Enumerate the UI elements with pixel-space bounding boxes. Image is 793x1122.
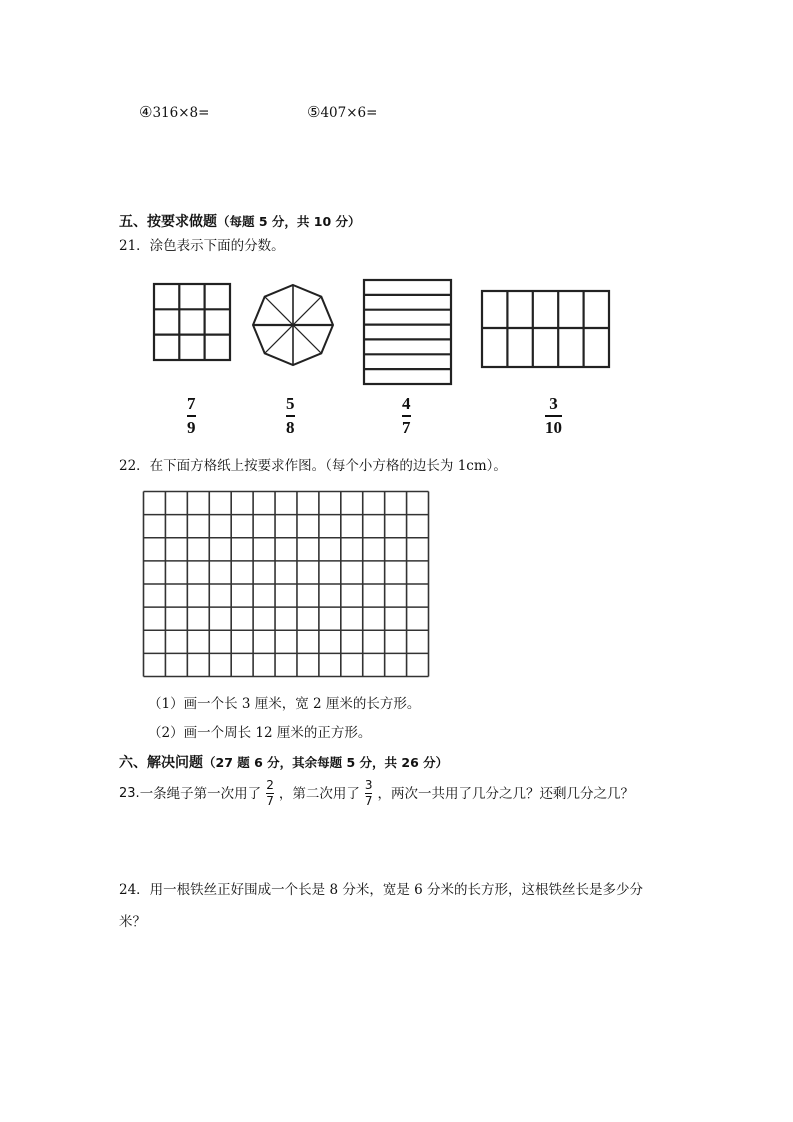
question-23-part-2: ，第二次用了 (278, 785, 360, 802)
circled-number-5: ⑤ (307, 103, 321, 121)
fraction-numerator: 7 (187, 394, 196, 413)
calc-expression-4: 316×8= (152, 105, 210, 121)
question-23 (119, 779, 634, 808)
fraction-5-8 (286, 395, 295, 437)
calc-item-4 (139, 103, 209, 122)
shape-strip-rectangle[interactable] (363, 279, 452, 385)
fraction-bar (402, 415, 411, 417)
question-23-part-1: 一条绳子第一次用了 (139, 785, 262, 802)
fraction-bar (286, 415, 295, 417)
fraction-numerator: 3 (364, 778, 373, 792)
question-22-text: 22．在下面方格纸上按要求作图。（每个小方格的边长为 1cm）。 (119, 458, 507, 474)
calc-expression-5: 407×6= (320, 105, 378, 121)
fraction-denominator: 10 (545, 417, 562, 437)
fraction-numerator: 4 (402, 394, 411, 413)
fraction-denominator: 7 (364, 794, 373, 808)
fraction-3-7 (365, 779, 373, 808)
question-24-line-1: 24．用一根铁丝正好围成一个长是 8 分米，宽是 6 分米的长方形，这根铁丝长是多少分 (119, 882, 644, 898)
shape-octagon[interactable] (252, 284, 334, 366)
circled-number-4: ④ (139, 103, 153, 121)
fraction-numerator: 2 (266, 778, 274, 792)
fraction-bar (545, 415, 562, 417)
shape-rectangle-5x2[interactable] (481, 290, 610, 368)
section-6-title: 六、解决问题 (119, 755, 203, 771)
fraction-bar (187, 415, 196, 417)
question-22-sub-2: （2）画一个周长 12 厘米的正方形。 (148, 725, 372, 741)
fraction-3-10 (545, 395, 562, 437)
square-outline (154, 284, 230, 360)
fraction-numerator: 3 (549, 394, 558, 413)
calc-item-5 (307, 103, 377, 122)
fraction-denominator: 7 (266, 794, 274, 808)
question-23-number: 23. (119, 785, 140, 801)
fraction-4-7 (402, 395, 411, 437)
question-22-sub-1: （1）画一个长 3 厘米，宽 2 厘米的长方形。 (148, 696, 421, 712)
fraction-2-7 (266, 779, 274, 808)
fraction-denominator: 9 (187, 417, 196, 437)
section-5-title: 五、按要求做题 (119, 214, 217, 230)
grid-paper[interactable] (143, 491, 429, 677)
section-6-note: （27 题 6 分，其余每题 5 分，共 26 分） (203, 755, 449, 770)
shape-square-3x3[interactable] (153, 283, 231, 361)
section-6-heading (119, 752, 448, 772)
section-5-heading (119, 211, 361, 231)
fraction-numerator: 5 (286, 394, 295, 413)
section-5-note: （每题 5 分，共 10 分） (217, 214, 361, 229)
question-23-part-3: ，两次一共用了几分之几？还剩几分之几？ (377, 785, 634, 802)
fraction-denominator: 7 (402, 417, 411, 437)
fraction-denominator: 8 (286, 417, 295, 437)
question-21-text: 21．涂色表示下面的分数。 (119, 238, 285, 254)
question-24-line-2: 米？ (119, 914, 146, 930)
fraction-7-9 (187, 395, 196, 437)
